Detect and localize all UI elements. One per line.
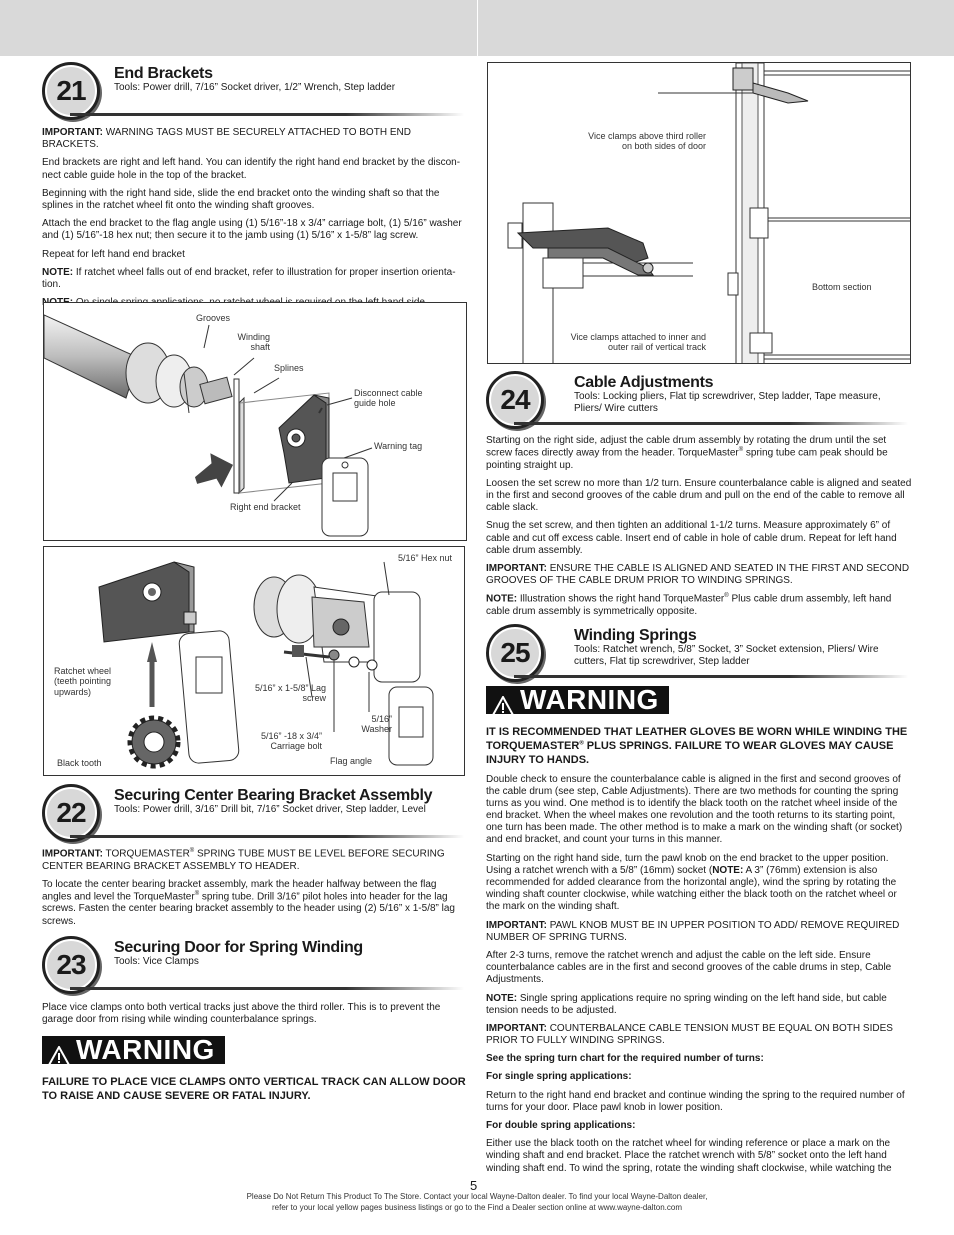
step-rule [70, 987, 464, 990]
paragraph: For double spring applications: [486, 1120, 636, 1132]
right-column [486, 371, 912, 1181]
vice-clamps-figure [487, 62, 911, 364]
label-hex-nut: 5/16” Hex nut [398, 553, 453, 563]
label-winding-shaft: Winding shaft [237, 332, 270, 353]
step-title: Cable Adjustments [574, 374, 714, 391]
paragraph: Repeat for left hand end bracket [42, 248, 185, 260]
vice-clamps-illustration [488, 63, 911, 364]
ratchet-wheel-figure [43, 546, 465, 776]
step-number-badge: 21 [42, 62, 100, 120]
paragraph: Double check to ensure the counterbalance cable is aligned in the first and second grooves of the cable drum (see step, Cable Adjustments). There are two methods for counting the spring turns as you wind. One method is to identify the black tooth on the ratchet wheel inside of the end bracket. When the wheel makes one revolution and the tooth returns to its starting point, one turn has been made. The other method is to make a mark on the winding shaft (or socket) and end bracket, and count your turns in this manner. [486, 773, 903, 846]
step-23-header [42, 936, 468, 992]
label-warning-tag: Warning tag [374, 441, 423, 451]
paragraph: Either use the black tooth on the ratchet wheel for winding reference or place a mark on the winding shaft and end bracket. Place the ratchet wrench with 5/8” socket onto the left hand winding shaft end. To wind the spring, rotate the winding shaft clockwise, while watching the [486, 1138, 892, 1174]
step-tools: Tools: Locking pliers, Flat tip screwdriver, Step ladder, Tape measure, Pliers/ Wire cutters [574, 391, 881, 415]
paragraph: See the spring turn chart for the required number of turns: [486, 1053, 764, 1065]
step-tools: Tools: Ratchet wrench, 5/8” Socket, 3” Socket extension, Pliers/ Wire cutters, Flat tip screwdriver, Step ladder [574, 644, 879, 668]
step-title: Winding Springs [574, 627, 697, 645]
paragraph: After 2-3 turns, remove the ratchet wrench and adjust the cable on the left side. Ensure counterbalance cables are in the first and second grooves of the cable drums in step, Cable Adjustments. [486, 949, 892, 986]
step-21-header [42, 62, 468, 118]
label-flag-angle: Flag angle [330, 756, 373, 766]
end-bracket-figure [43, 302, 467, 541]
paragraph: Place vice clamps onto both vertical tracks just above the third roller. This is to prevent the garage door from rising while winding counterbalance springs. [42, 1001, 441, 1025]
label-grooves: Grooves [196, 313, 231, 323]
header-divider [477, 0, 478, 56]
paragraph: Starting on the right hand side, turn the pawl knob on the end bracket to the upper position. Using a ratchet wrench with a 5/8” (16mm) socket (NOTE: A 3” (76mm) extension is also recommended for added clearance from the horizontal angle), wind the spring by rotating the winding shaft counter clockwise, while watching either the black tooth on the ratchet wheel or the mark on the winding shaft. [486, 852, 897, 913]
step-tools: Tools: Vice Clamps [114, 955, 199, 967]
paragraph: NOTE: If ratchet wheel falls out of end bracket, refer to illustration for proper insertion orienta-tion. [42, 266, 456, 290]
label-disconnect-hole: Disconnect cable guide hole [354, 388, 423, 409]
warning-banner: WARNING [42, 1036, 225, 1064]
step-25-header [486, 624, 912, 680]
paragraph: IMPORTANT: PAWL KNOB MUST BE IN UPPER POSITION TO ADD/ REMOVE REQUIRED NUMBER OF SPRING TURNS. [486, 919, 900, 943]
step-21-body [42, 127, 468, 309]
step-rule [514, 422, 908, 425]
step-22-body [42, 848, 468, 928]
step-tools: Tools: Power drill, 3/16” Drill bit, 7/16” Socket driver, Step ladder, Level [114, 804, 426, 815]
label-vice-above: Vice clamps above third roller on both sides of door [588, 131, 706, 152]
paragraph: IMPORTANT: COUNTERBALANCE CABLE TENSION MUST BE EQUAL ON BOTH SIDES PRIOR TO FULLY WINDING SPRINGS. [486, 1022, 893, 1047]
step-title: End Brackets [114, 65, 213, 82]
left-column-lower [42, 784, 468, 1104]
paragraph: To locate the center bearing bracket assembly, mark the header halfway between the flag angles and level the TorqueMaster® spring tube. Drill 3/16” pilot holes into header for the lag screws. Fasten the center bearing bracket assembly to the header using (2) 5/16” x 1-5/8” lag screws. [42, 878, 455, 927]
step-number-badge: 23 [42, 936, 100, 994]
warning-triangle-icon [48, 1040, 70, 1060]
paragraph: End brackets are right and left hand. You can identify the right hand end bracket by the discon-nect cable guide hole in the top of the bracket. [42, 157, 461, 181]
label-splines: Splines [274, 363, 304, 373]
left-column [42, 62, 468, 315]
step-24-header [486, 371, 912, 427]
step-tools: Tools: Power drill, 7/16” Socket driver, 1/2” Wrench, Step ladder [114, 82, 396, 93]
step-rule [514, 675, 908, 678]
paragraph: For single spring applications: [486, 1071, 632, 1083]
paragraph: IMPORTANT: TORQUEMASTER® SPRING TUBE MUST BE LEVEL BEFORE SECURING CENTER BEARING BRACKET ASSEMBLY TO HEADER. [42, 848, 445, 872]
paragraph: Return to the right hand end bracket and continue winding the spring to the required number of turns for your door. Place pawl knob in lower position. [486, 1089, 905, 1113]
paragraph: IMPORTANT: WARNING TAGS MUST BE SECURELY ATTACHED TO BOTH END BRACKETS. [42, 127, 411, 151]
label-washer: 5/16” Washer [361, 714, 392, 735]
label-black-tooth: Black tooth [57, 758, 102, 768]
step-23-body [42, 1002, 468, 1104]
paragraph: Snug the set screw, and then tighten an additional 1-1/2 turns. Measure approximately 6” of cable and cut off excess cable. Insert end of cable in hole of cable drum. Repeat for left hand cable drum assembly. [486, 520, 897, 556]
label-bottom-section: Bottom section [812, 282, 872, 292]
paragraph: NOTE: Illustration shows the right hand TorqueMaster® Plus cable drum assembly, left hand cable drum assembly is symmetrically opposite. [486, 593, 892, 617]
paragraph: Beginning with the right hand side, slide the end bracket onto the winding shaft so that the splines in the ratchet wheel fit onto the winding shaft grooves. [42, 187, 440, 211]
step-title: Securing Door for Spring Winding [114, 938, 363, 956]
step-rule [70, 113, 464, 116]
label-ratchet-wheel: Ratchet wheel (teeth pointing upwards) [54, 666, 112, 697]
step-rule [70, 835, 464, 838]
label-vice-attached: Vice clamps attached to inner and outer rail of vertical track [570, 332, 706, 353]
step-number-badge: 25 [486, 624, 544, 682]
warning-text: FAILURE TO PLACE VICE CLAMPS ONTO VERTICAL TRACK CAN ALLOW DOOR TO RAISE AND CAUSE SEVERE OR FATAL INJURY. [42, 1076, 466, 1103]
paragraph: IMPORTANT: ENSURE THE CABLE IS ALIGNED AND SEATED IN THE FIRST AND SECOND GROOVES OF THE CABLE DRUM PRIOR TO WINDING SPRINGS. [486, 563, 910, 587]
warning-banner: WARNING [486, 686, 669, 714]
label-carriage-bolt: 5/16” -18 x 3/4” Carriage bolt [260, 731, 322, 752]
step-25-body [486, 686, 912, 1175]
label-right-end-bracket: Right end bracket [230, 502, 301, 512]
paragraph: Starting on the right side, adjust the cable drum assembly by rotating the drum until the set screw faces directly away from the header. TorqueMaster® spring tube cam peak should be pointing straight up. [486, 435, 888, 471]
paragraph: Loosen the set screw no more than 1/2 turn. Ensure counterbalance cable is aligned and seated in the first and second grooves of the cable drum and pull on the end of the cable to remove all cable slack. [486, 477, 912, 514]
paragraph: Attach the end bracket to the flag angle using (1) 5/16”-18 x 3/4” carriage bolt, (1) 5/16” washer and (1) 5/16”-18 hex nut; then secure it to the jamb using (1) 5/16” x 1-5/8” lag screw. [42, 218, 462, 242]
step-title: Securing Center Bearing Bracket Assembly [114, 787, 433, 804]
step-number-badge: 24 [486, 371, 544, 429]
label-lag-screw: 5/16” x 1-5/8” Lag screw [254, 683, 326, 704]
warning-text: IT IS RECOMMENDED THAT LEATHER GLOVES BE WORN WHILE WINDING THE TORQUEMASTER® PLUS SPRINGS. FAILURE TO WEAR GLOVES MAY CAUSE INJURY TO HANDS. [486, 726, 908, 766]
step-22-header [42, 784, 468, 840]
step-number-badge: 22 [42, 784, 100, 842]
paragraph: NOTE: Single spring applications require no spring winding on the left hand side, but cable tension needs to be adjusted. [486, 992, 887, 1016]
page-number: 5 [470, 1178, 478, 1193]
step-24-body [486, 435, 912, 618]
warning-triangle-icon [492, 690, 514, 710]
ratchet-wheel [130, 718, 178, 766]
footer: Please Do Not Return This Product To The Store. Contact your local Wayne-Dalton dealer. To find your local Wayne-Dalton dealer, refer to your local yellow pages business listings or go to the Find a Dealer section online at www.wayne-dalton.com [246, 1192, 708, 1212]
